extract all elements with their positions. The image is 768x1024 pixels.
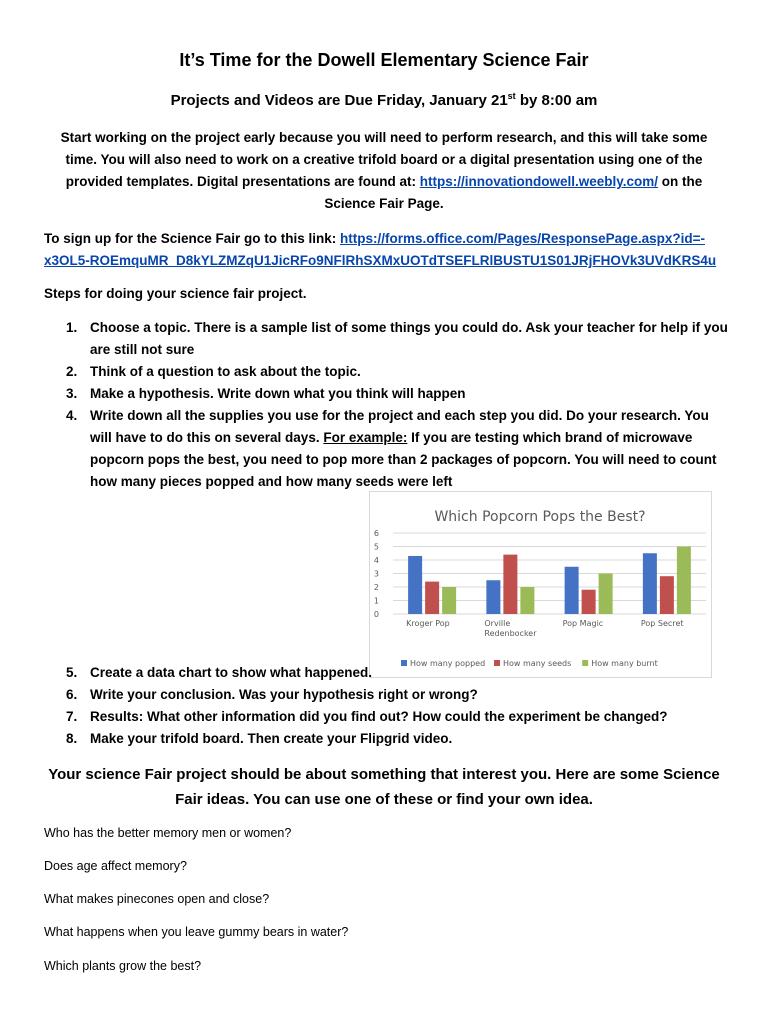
signup-paragraph xyxy=(44,228,734,272)
page-title: It’s Time for the Dowell Elementary Science Fair xyxy=(179,50,589,70)
signup-text: To sign up for the Science Fair go to this link: xyxy=(44,231,341,246)
bar-how-many-popped xyxy=(408,556,422,614)
x-tick-label: Redenbocker xyxy=(484,629,537,638)
step-number: 5. xyxy=(66,665,78,680)
bar-how-many-burnt xyxy=(599,574,613,615)
step-item xyxy=(44,728,729,750)
step-item xyxy=(44,662,729,684)
legend-label: How many popped xyxy=(410,659,486,668)
step-text: Choose a topic. There is a sample list of some things you could do. Ask your teacher for help if you are still not sure xyxy=(90,320,728,357)
bar-how-many-seeds xyxy=(503,555,517,614)
bar-how-many-popped xyxy=(643,553,657,614)
step-item xyxy=(44,383,729,405)
step-text: Write your conclusion. Was your hypothesis right or wrong? xyxy=(90,687,478,702)
x-tick-label: Pop Secret xyxy=(640,619,684,628)
chart-svg xyxy=(370,492,711,677)
y-tick-label: 4 xyxy=(373,556,379,565)
intro-text: Start working on the project early because you will need to perform research, and this will take some time. You will also need to work on a creative trifold board or a digital presentation using one of the provided templates. Digital presentations are found at: xyxy=(60,130,708,189)
idea-item: What happens when you leave gummy bears in water? xyxy=(44,925,349,939)
due-date-text: Projects and Videos are Due Friday, January 21 xyxy=(170,92,508,109)
steps-list-part-1 xyxy=(44,317,729,493)
steps-list-part-2 xyxy=(44,662,729,750)
idea-item: Does age affect memory? xyxy=(44,859,187,873)
step-example-text: If you are testing which brand of microwave popcorn pops the best, you need to pop more than 2 packages of popcorn. You will need to count how many pieces popped and how many seeds were left xyxy=(90,430,717,489)
bar-how-many-burnt xyxy=(677,547,691,615)
step-text: Make a hypothesis. Write down what you think will happen xyxy=(90,386,466,401)
step-text: Create a data chart to show what happened. xyxy=(90,665,373,680)
x-tick-label: Pop Magic xyxy=(562,619,604,628)
example-label: For example: xyxy=(323,430,408,445)
step-number: 4. xyxy=(66,408,78,423)
step-number: 2. xyxy=(66,364,78,379)
step-number: 3. xyxy=(66,386,78,401)
step-text: Results: What other information did you find out? How could the experiment be changed? xyxy=(90,709,668,724)
bar-how-many-burnt xyxy=(442,587,456,614)
ideas-heading: Your science Fair project should be about something that interest you. Here are some Science Fair ideas. You can use one of these or find your own idea. xyxy=(48,766,720,808)
bar-how-many-popped xyxy=(565,567,579,614)
step-number: 6. xyxy=(66,687,78,702)
y-tick-label: 3 xyxy=(373,569,379,579)
legend-label: How many burnt xyxy=(591,659,658,668)
chart-title: Which Popcorn Pops the Best? xyxy=(434,509,646,525)
y-tick-label: 5 xyxy=(373,542,379,552)
step-text: Think of a question to ask about the topic. xyxy=(90,364,361,379)
step-text: Make your trifold board. Then create your Flipgrid video. xyxy=(90,731,453,746)
idea-item: Which plants grow the best? xyxy=(44,959,202,973)
y-tick-label: 6 xyxy=(373,529,379,538)
y-tick-label: 1 xyxy=(373,596,379,606)
legend-label: How many seeds xyxy=(503,659,572,668)
signup-link[interactable]: https://forms.office.com/Pages/ResponsePage.aspx?id=- x3OL5-ROEmquMR_D8kYLZMZqU1JicRFo9NFlRhSXMxUOTdTSEFLRlBUSTU1S01JRjFHOVk3UVdKRS4u xyxy=(44,231,717,268)
idea-item: What makes pinecones open and close? xyxy=(44,892,270,906)
y-tick-label: 0 xyxy=(373,610,379,619)
step-item xyxy=(44,361,729,383)
intro-paragraph xyxy=(44,127,724,215)
bar-how-many-burnt xyxy=(520,587,534,614)
due-date-time: by 8:00 am xyxy=(515,92,598,109)
popcorn-chart xyxy=(369,491,712,678)
step-item xyxy=(44,405,729,493)
bar-how-many-popped xyxy=(486,580,500,614)
due-date-heading xyxy=(0,91,768,109)
idea-item: Who has the better memory men or women? xyxy=(44,826,292,840)
step-item xyxy=(44,317,729,361)
x-tick-label: Orville xyxy=(484,619,511,628)
bar-how-many-seeds xyxy=(660,576,674,614)
step-number: 1. xyxy=(66,320,78,335)
step-number: 7. xyxy=(66,709,78,724)
presentations-link[interactable]: https://innovationdowell.weebly.com/ xyxy=(419,174,659,189)
x-tick-label: Kroger Pop xyxy=(406,619,450,628)
step-item xyxy=(44,684,729,706)
y-tick-label: 2 xyxy=(373,583,379,592)
bar-how-many-seeds xyxy=(425,582,439,614)
step-text: Write down all the supplies you use for the project and each step you did. Do your research. You will have to do this on several days. xyxy=(90,408,709,445)
step-item xyxy=(44,706,729,728)
due-date-ordinal: st xyxy=(507,91,516,101)
intro-after-text: on the Science Fair Page. xyxy=(324,174,703,211)
bar-how-many-seeds xyxy=(582,590,596,614)
steps-heading: Steps for doing your science fair project. xyxy=(44,286,307,301)
step-number: 8. xyxy=(66,731,78,746)
